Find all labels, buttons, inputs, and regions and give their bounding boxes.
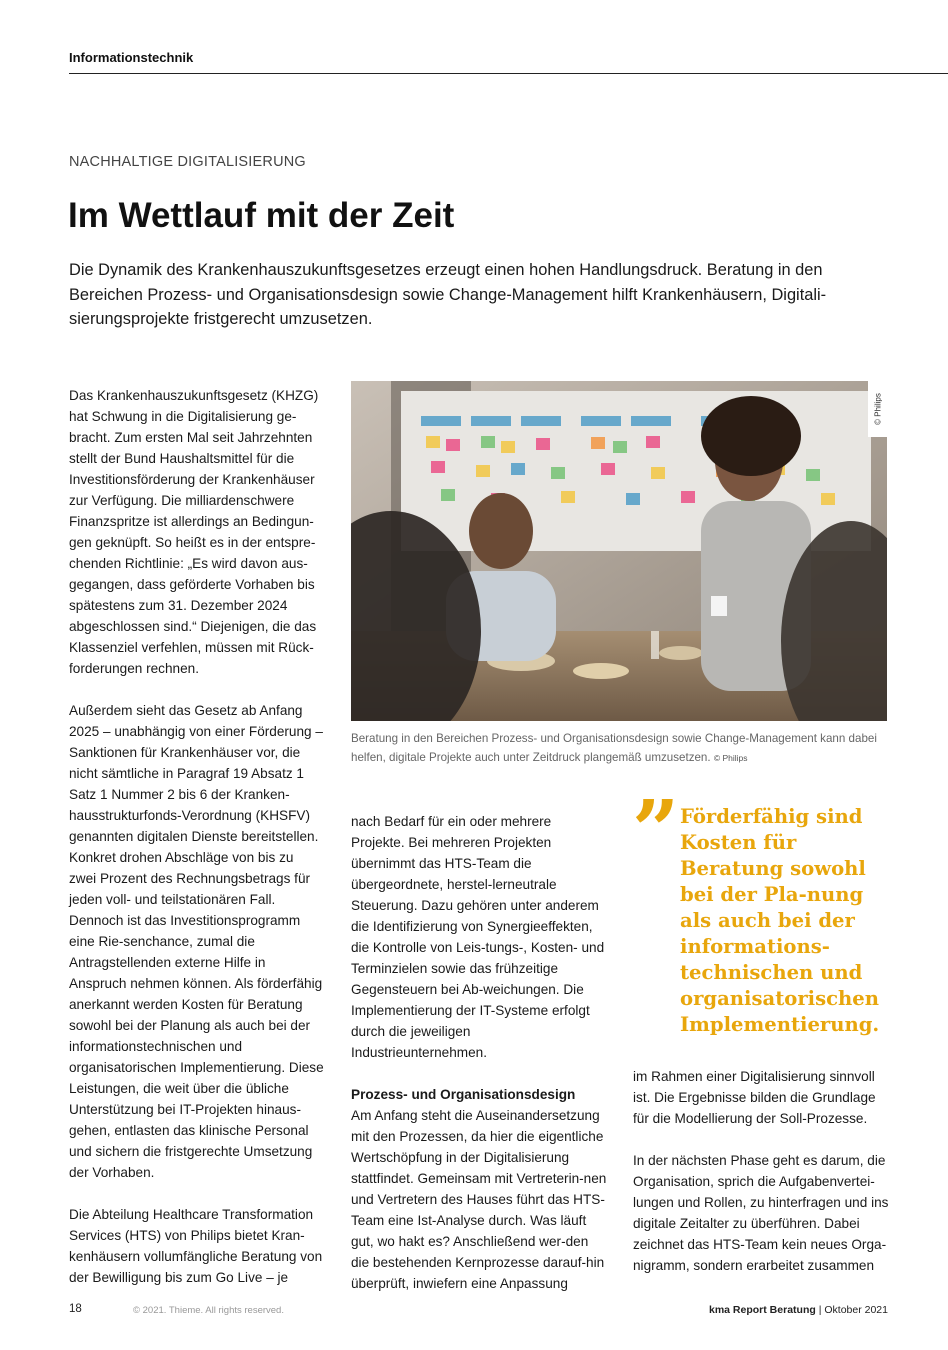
pull-quote: Förderfähig sind Kosten für Beratung sowohl bei der Pla-nung als auch bei der informations-technischen und organisatorischen Implementierung.: [680, 805, 880, 1036]
issue-date: Oktober 2021: [824, 1304, 888, 1316]
paragraph: Die Abteilung Healthcare Transformation Services (HTS) von Philips bietet Kran-kenhäusern vollumfängliche Beratung von der Bewilligung bis zum Go Live – je: [69, 1207, 323, 1285]
article-title: Im Wettlauf mit der Zeit: [68, 196, 455, 235]
paragraph: In der nächsten Phase geht es darum, die Organisation, sprich die Aufgabenvertei-lungen und Rollen, zu hinterfragen und ins digitale Zeitalter zu überführen. Dabei zeichnet das HTS-Team kein neues Orga-nigramm, sondern erarbeitet zusammen: [633, 1153, 889, 1273]
article-photo: [351, 381, 887, 721]
copyright-notice: © 2021. Thieme. All rights reserved.: [133, 1305, 284, 1316]
text-column-1: [69, 385, 324, 1288]
text-column-2: [351, 811, 607, 1294]
section-label: Informationstechnik: [69, 50, 194, 65]
paragraph: nach Bedarf für ein oder mehrere Projekte. Bei mehreren Projekten übernimmt das HTS-Team die übergeordnete, herstel-lerneutrale Steuerung. Dazu gehören unter anderem die Identifizierung von Synergieeffekten, die Kontrolle von Leis-tungs-, Kosten- und Terminzielen sowie das frühzeitige Gegensteuern bei Ab-weichungen. Die Implementierung der IT-Systeme erfolgt durch die jeweiligen Industrieunternehmen.: [351, 814, 605, 1060]
footer-separator: |: [818, 1304, 822, 1316]
paragraph: Das Krankenhauszukunftsgesetz (KHZG) hat Schwung in die Digitalisierung ge-bracht. Zum ersten Mal seit Jahrzehnten stellt der Bund Haushaltsmittel für die Investitionsförderung der Krankenhäuser zur Verfügung. Die milliardenschwere Finanzspritze ist allerdings an Bedingun-gen geknüpft. So heißt es in der entspre-chenden Richtlinie: „Es wird davon aus-gegangen, dass geförderte Vorhaben bis spätestens zum 31. Dezember 2024 abgeschlossen sind.“ Diejenigen, die das Klassenziel verfehlen, müssen mit Rück-forderungen rechnen.: [69, 388, 319, 676]
page-number: 18: [69, 1303, 82, 1315]
caption-credit: © Philips: [713, 753, 748, 763]
text-column-3: [633, 1066, 889, 1276]
publication-info: [709, 1304, 888, 1316]
article-kicker: NACHHALTIGE DIGITALISIERUNG: [69, 154, 306, 170]
header-rule: [69, 73, 948, 74]
photo-credit-tag: [868, 381, 887, 437]
meeting-photo-illustration: [351, 381, 887, 721]
caption-text: Beratung in den Bereichen Prozess- und Organisationsdesign sowie Change-Management kann dabei helfen, digitale Projekte auch unter Zeitdruck plangemäß umzusetzen.: [351, 732, 877, 764]
photo-caption: [351, 729, 881, 768]
paragraph: im Rahmen einer Digitalisierung sinnvoll ist. Die Ergebnisse bilden die Grundlage für die Modellierung der Soll-Prozesse.: [633, 1069, 876, 1126]
publication-name: kma Report Beratung: [709, 1304, 816, 1316]
subheading: Prozess- und Organisationsdesign: [351, 1087, 576, 1102]
photo-credit: © Philips: [873, 393, 882, 425]
article-lead: Die Dynamik des Krankenhauszukunftsgesetzes erzeugt einen hohen Handlungsdruck. Beratung in den Bereichen Prozess- und Organisationsdesign sowie Change-Management hilft Krankenhäusern, Digitali-sierungsprojekte fristgerecht umzusetzen.: [69, 261, 827, 329]
quote-mark-icon: ”: [632, 783, 680, 879]
paragraph: Am Anfang steht die Auseinandersetzung mit den Prozessen, da hier die eigentliche Wertschöpfung in der Digitalisierung stattfindet. Gemeinsam mit Vertreterin-nen und Vertretern des Hauses führt das HTS-Team eine Ist-Analyse durch. Was läuft gut, wo hakt es? Anschließend wer-den die bestehenden Kernprozesse darauf-hin überprüft, inwiefern eine Anpassung: [351, 1108, 607, 1291]
paragraph: Außerdem sieht das Gesetz ab Anfang 2025 – unabhängig von einer Förderung – Sanktionen für Krankenhäuser vor, die nicht sämtliche in Paragraf 19 Absatz 1 Satz 1 Nummer 2 bis 6 der Kranken-hausstrukturfonds-Verordnung (KHSFV) genannten digitalen Dienste bereitstellen. Konkret drohen Abschläge von bis zu zwei Prozent des Rechnungsbetrags für jeden voll- und teilstationären Fall. Dennoch ist das Investitionsprogramm eine Rie-senchance, zumal die Antragstellenden externe Hilfe in Anspruch nehmen können. Als förderfähig anerkannt werden Kosten für Beratung sowohl bei der Planung als auch bei der informationstechnischen und organisatorischen Implementierung. Diese Leistungen, die weit über die übliche Unterstützung bei IT-Projekten hinaus-gehen, entlasten das klinische Personal und sichern die fristgerechte Umsetzung der Vorhaben.: [69, 703, 324, 1180]
